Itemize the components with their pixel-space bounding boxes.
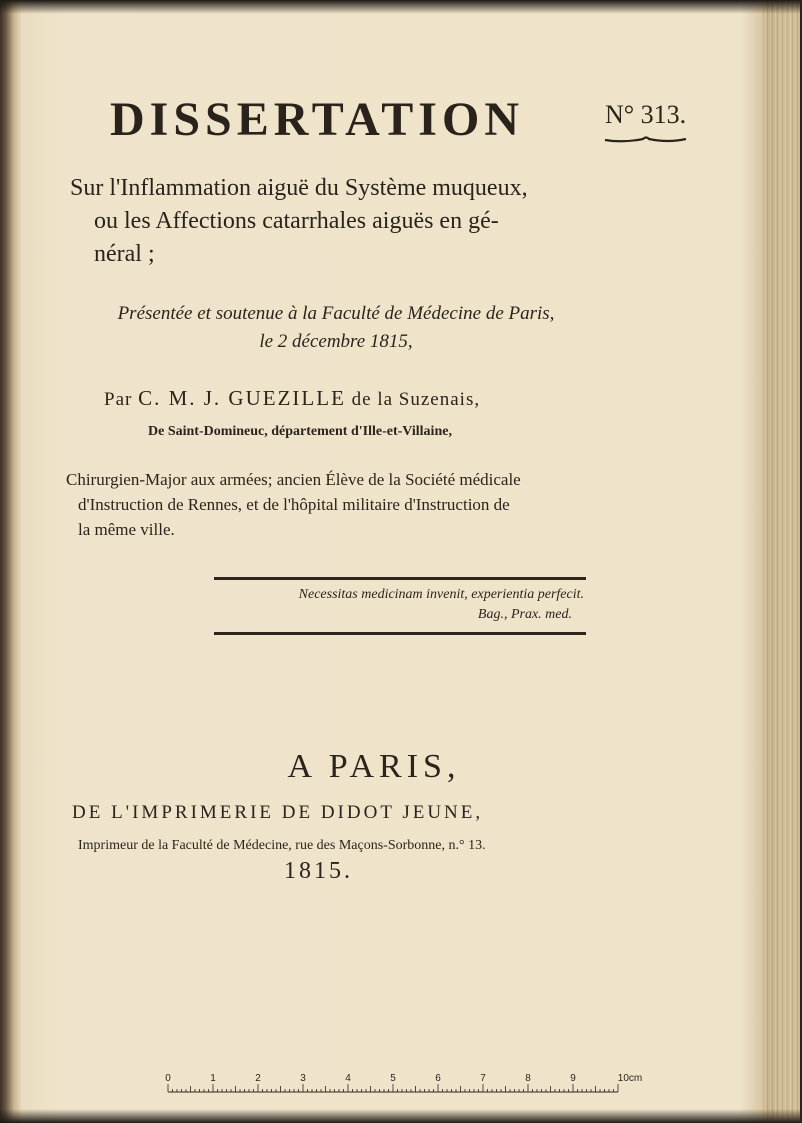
imprint-year: 1815. bbox=[284, 858, 353, 884]
bottom-shadow bbox=[0, 1109, 800, 1123]
scale-label: 8 bbox=[525, 1073, 531, 1084]
epigraph-source: Bag., Prax. med. bbox=[477, 607, 572, 622]
presentation-line: Présentée et soutenue à la Faculté de Médecine de Paris, bbox=[117, 303, 555, 324]
scale-label: 1 bbox=[210, 1073, 216, 1084]
scale-label: 0 bbox=[165, 1073, 171, 1084]
flourish-ornament bbox=[603, 134, 688, 144]
imprint-city-text: A PARIS, bbox=[287, 748, 461, 785]
document-number: N° 313. bbox=[605, 100, 687, 129]
scale-label: 9 bbox=[570, 1073, 576, 1084]
scale-label: 10cm bbox=[617, 1073, 643, 1084]
top-rule bbox=[214, 577, 586, 580]
presentation-statement bbox=[66, 300, 606, 356]
bottom-rule bbox=[214, 632, 586, 635]
author-suffix: de la Suzenais, bbox=[351, 389, 481, 410]
subtitle-line: Sur l'Inflammation aiguë du Système muqueux, bbox=[70, 175, 528, 201]
subtitle-line: néral ; bbox=[94, 241, 155, 267]
scale-label: 7 bbox=[480, 1073, 486, 1084]
measurement-scale bbox=[165, 1070, 643, 1096]
epigraph bbox=[214, 585, 584, 625]
top-shadow bbox=[0, 0, 800, 14]
document-title: DISSERTATION bbox=[110, 93, 524, 146]
career-line: la même ville. bbox=[78, 520, 175, 539]
author-career bbox=[66, 467, 596, 542]
scale-label: 3 bbox=[300, 1073, 306, 1084]
scale-label: 4 bbox=[345, 1073, 351, 1084]
imprint-city bbox=[0, 748, 802, 786]
scale-label: 2 bbox=[255, 1073, 261, 1084]
author-name: C. M. J. GUEZILLE bbox=[138, 386, 346, 410]
scale-label: 5 bbox=[390, 1073, 396, 1084]
career-line: Chirurgien-Major aux armées; ancien Élève de la Société médicale bbox=[66, 470, 521, 489]
author-line bbox=[104, 386, 624, 411]
career-line: d'Instruction de Rennes, et de l'hôpital militaire d'Instruction de bbox=[78, 495, 510, 514]
presentation-date: le 2 décembre 1815, bbox=[259, 331, 413, 352]
author-origin: De Saint-Domineuc, département d'Ille-et-Villaine, bbox=[148, 424, 452, 439]
imprint-printer: DE L'IMPRIMERIE DE DIDOT JEUNE, bbox=[72, 802, 484, 823]
imprint-address: Imprimeur de la Faculté de Médecine, rue des Maçons-Sorbonne, n.° 13. bbox=[78, 838, 486, 853]
subtitle-line: ou les Affections catarrhales aiguës en gé- bbox=[94, 208, 499, 234]
dissertation-subtitle bbox=[70, 172, 610, 271]
author-prefix: Par bbox=[104, 389, 133, 410]
scale-label: 6 bbox=[435, 1073, 441, 1084]
epigraph-quote: Necessitas medicinam invenit, experientia perfecit. bbox=[298, 587, 584, 602]
page-edges bbox=[764, 0, 800, 1123]
